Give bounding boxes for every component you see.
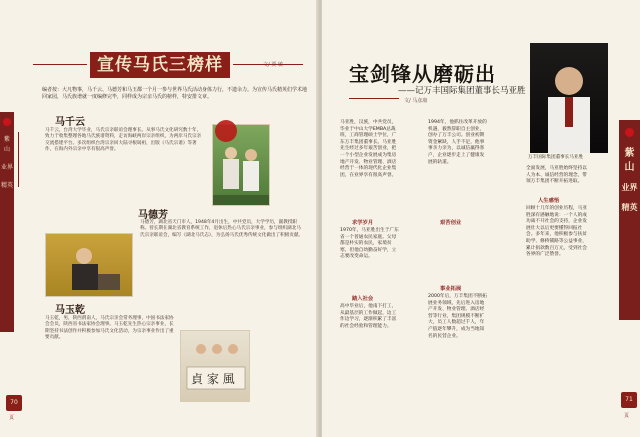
article-author: 文/ 贾 敏 [263, 62, 283, 68]
strip-label: 业界 [621, 182, 638, 192]
photo-speaker [45, 233, 133, 297]
svg-text:貞 家 風: 貞 家 風 [191, 372, 235, 386]
portrait-photo [530, 43, 608, 153]
strip-label: 业界 [0, 164, 13, 171]
strip-label: 精英 [0, 182, 13, 189]
calligraphy-illustration [181, 331, 250, 402]
person-name: 马千云 [55, 117, 85, 128]
strip-label: 山 [624, 162, 635, 173]
left-page [0, 0, 318, 437]
article-column: 1994年，他抓住改革开放的机遇，毅然辞职自主创业，创办了万丰公司。创业初期资金紧缺，人手不足，他事事亲力亲为，以诚信赢得客户，企业逐步走上了健康发展的轨道。 [428, 120, 487, 165]
section-heading: 人生感悟 [538, 198, 560, 204]
section-heading: 艰苦创业 [440, 220, 462, 226]
person-name: 马玉乾 [55, 305, 85, 316]
article-column: 高中毕业后，他南下打工，从最基层的工作做起，边工作边学习，逐渐积累了丰富的社会经验和管理能力。 [340, 304, 397, 329]
section-heading: 踏入社会 [352, 296, 374, 302]
title-rule [349, 98, 399, 99]
page-number: 70 [6, 395, 22, 411]
photo-caption: 万丰国际集团董事长马亚胜 [528, 155, 584, 160]
header-rule [33, 64, 87, 65]
strip-label: 精英 [621, 202, 638, 212]
left-tag-line [18, 132, 26, 187]
strip-dot [625, 128, 634, 137]
section-heading: 事业拓展 [440, 286, 462, 292]
strip-dot [3, 118, 11, 126]
article-column: 回顾十几年的创业历程，马亚胜深有感触地说：一个人的成功离不开社会的支持，企业发展壮大以后更要懂得回报社会。多年来，他积极参与扶贫助学、修桥铺路等公益事业，累计捐款数百万元，受到社会各界的广泛赞誉。 [526, 206, 587, 258]
page-suffix: 页 [624, 413, 630, 419]
portrait-illustration [530, 43, 608, 153]
person-name: 马德芳 [138, 210, 168, 221]
feature-title: 宝剑锋从磨砺出 [349, 62, 496, 86]
person-bio: 马玉乾，男，陕西渭南人，马氏宗亲会常务理事，中国书法家协会会员，陕西省书法家协会理事。马玉乾先生热心宗亲事业，长期坚持书法创作并积极参加马氏文化活动，为宗亲事业作出了重要贡献。 [45, 316, 174, 341]
right-section-strip [619, 120, 640, 320]
page-number: 71 [621, 392, 637, 408]
article-title: 宣传马氏三榜样 [90, 52, 230, 78]
strip-label: 山 [3, 146, 10, 153]
article-column: 1970年，马亚胜出生于广东省一个普通农民家庭。父母都是朴实的农民，家境贫寒，但他自幼勤奋好学，立志要改变命运。 [340, 228, 399, 260]
strip-label: 紫 [3, 136, 10, 143]
person-bio: 马德芳，湖北省天门市人，1948年4月出生，中共党员，大学学历，副教授职称。曾长期在湖北省教育系统工作，退休后热心马氏宗亲事业，参与组织湖北马氏宗亲联谊会，编写《湖北马氏志》，为弘扬马氏优秀传统文化做出了积极贡献。 [140, 220, 304, 238]
article-column: 马亚胜，汉族，中共党员，毕业于中山大学EMBA总裁班，工商管理硕士学位，广东万丰集团董事长。马亚胜先生经过多年艰苦创业，把一个小型企业发展成为集房地产开发、物业管理、酒店经营于一体的现代化企业集团，在业界享有很高声誉。 [340, 120, 397, 178]
photo-calligraphy [180, 330, 250, 402]
strip-label: 紫 [624, 148, 635, 159]
page-suffix: 页 [9, 415, 15, 421]
article-column: 2000年后，万丰集团不断拓展业务领域，先后进入房地产开发、物业管理、酒店经营等行业，集团规模不断扩大，员工人数超过千人，年产值逐年攀升，成为当地知名的民营企业。 [428, 294, 487, 339]
person-bio: 马千云，台湾大学毕业，马氏宗亲联谊会理事长。从事马氏文化研究数十年，致力于收集整理各地马氏族谱资料，走访海峡两岸宗亲组织，为两岸马氏宗亲交流搭建平台。多次组织台湾宗亲回大陆寻根谒祖，出版《马氏宗谱》等著作，在海内外宗亲中享有很高声誉。 [45, 128, 202, 153]
speaker-illustration [46, 234, 133, 297]
red-seal-icon [215, 120, 237, 142]
feature-subtitle: ——记万丰国际集团董事长马亚胜 [398, 86, 526, 96]
left-section-strip [0, 112, 14, 332]
feature-author: 文/ 马彦康 [404, 98, 428, 104]
article-column: 全面发展，马亚胜始终坚持以人为本、诚信经营的理念，带领万丰集团不断开拓进取。 [526, 166, 587, 185]
section-heading: 求学岁月 [352, 220, 374, 226]
editor-note: 编者按：大凡物事，马千云、马德芳和马玉都一个月一参与世界马氏活动身体力行，不遗余力。为宣传马氏精英们学术地回家园，马氏族谱就一度编修完毕，同样成为宗亲马氏的榜样，特安排文章。 [42, 87, 308, 100]
